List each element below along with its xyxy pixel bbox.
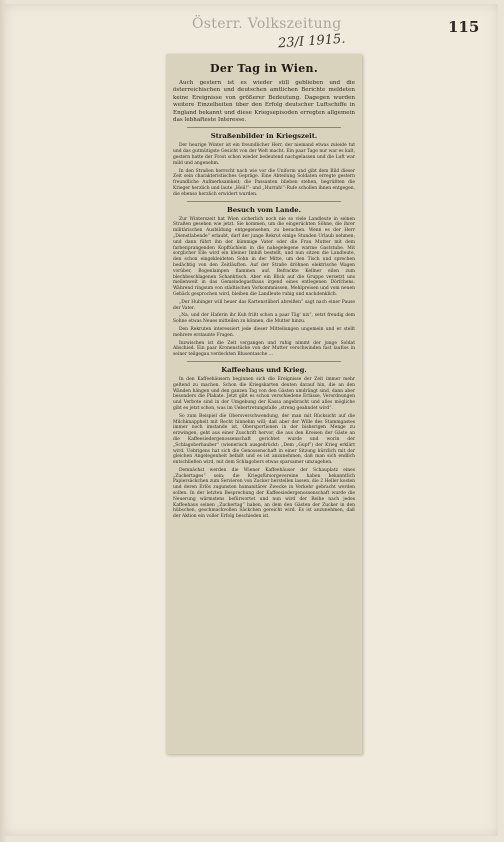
divider xyxy=(187,201,341,202)
paragraph: „Der Hubinger will heuer das Kartenstüberl abreißen“ sagt nach einer Pause der Vater. xyxy=(173,299,355,311)
newspaper-name-stamp: Österr. Volkszeitung xyxy=(192,16,342,32)
article-lead: Auch gestern ist es wieder still geblieben und die österreichischen und deutschen amtlichen Berichte meldeten keine Ereignisse von größerer Bedeutung. Dagegen wurden weitere Einzelheiten über den Erfolg deutscher Luftschiffe in England bekannt und diese Kriegsepisoden erregten allgemein das lebhafteste Interesse. xyxy=(173,80,355,124)
paragraph: Demnächst werden die Wiener Kaffeehäuser der Schauplatz eines „Zuckertages“ sein; die Kriegsfürsorgevereine haben bekanntlich Papiersäckchen zum Servieren von Zucker herstellen lassen, die 2 Heller kosten und deren Erlös zugunsten humanitärer Zwecke in Verkehr gebracht werden sollen. In der letzten Besprechung der Kaffeesiedergenossenschaft wurde die Neuerung wärmstens befürwortet und nun wird der Reihe nach jedes Kaffeehaus seinen „Zuckertag“ haben, an dem den Gästen der Zucker in den hübschen, geschmackvollen Säckchen gereicht wird. Es ist anzunehmen, daß der Aktion ein voller Erfolg beschieden ist. xyxy=(173,467,355,520)
paragraph: In den Kaffeehäusern beginnen sich die Ereignisse der Zeit immer mehr geltend zu machen. Schon die Kriegskarten deuten darauf hin, die an den Wänden hängen und den ganzen Tag von den Gästen umdrängt sind, dann aber besonders die Plakate. Jetzt gibt es schon verschiedene Erlässe, Verordnungen und Verbote sind in der Umgebung der Kassa angebracht und alles mögliche gibt es jetzt schon, was im Uebertretungsfalle „streng geahndet wird“. xyxy=(173,376,355,411)
handwritten-date: 23/I 1915. xyxy=(277,31,346,52)
paragraph: Den Rekruten interessiert jede dieser Mitteilungen ungemein und er stellt mehrere erstaunte Fragen. xyxy=(173,326,355,338)
divider xyxy=(187,127,341,128)
paragraph: Zur Winterszeit hat Wien sicherlich noch nie so viele Landleute in seinen Straßen gesehen wie jetzt. Sie kommen, um die eingerückten Söhne, die ihrer militärischen Ausbildung entgegensehen, zu besuchen. Wenn es der Herr „Dienstlabende“ erlaubt, darf der junge Rekrut einige Stunden Urlaub nehmen; und dann führt ihn der kümmige Vater oder die Frau Mutter mit dem farbenprangenden Kopftüchlein in die nahegelegene warme Gaststube. Mit sorglicher Eile wird ein kleiner Imbiß bestellt, und nun sitzen die Landleute, den schon eingekleideten Sohn in der Mitte, um den Tisch und sprechen bedächtig von den Zeitläuften. Auf der Straße dröhnen elektrische Wagen vorüber, Bogenlampen flammen auf. Befrackte Kellner eilen zum blechbeschlagenen Schanktisch. Aber ein Blick auf die Gruppe versetzt uns meilenweit in das Gemeindegasthaus irgend eines entlegenen Dörfchens. Während ringsum von städtischen Vorkommnissen, Mehlpreisen und vom neuen Gebäck gesprochen wird, bleiben die Landleute ruhig und nachdenklich. xyxy=(173,216,355,297)
section-heading: Kaffeehaus und Krieg. xyxy=(221,365,307,374)
paragraph: „Na, und der Haferin ihr Kuh frißt schon a paar Täg' nix“, setzt freudig dem Sohne etwas Neues mitteilen zu können, die Mutter hinzu. xyxy=(173,313,355,325)
page-number: 115 xyxy=(448,18,480,36)
paragraph: Der heurige Winter ist ein freundlicher Herr, der niemand etwas zuleide tut und das gutmütigste Gesicht von der Welt macht. Ein paar Tage nur war es kalt, gestern hatte der Frost schon wieder bedeutend nachgelassen und die Luft war mild und angenehm. xyxy=(173,143,355,166)
section-heading: Straßenbilder in Kriegszeit. xyxy=(210,132,318,141)
section-heading: Besuch vom Lande. xyxy=(227,205,301,214)
newspaper-clipping xyxy=(166,54,362,754)
paragraph: In den Straßen herrscht nach wie vor die Uniform und gibt dem Bild dieser Zeit sein charakteristisches Gepräge. Eine Abteilung Soldaten erregte gestern freundliche Aufmerksamkeit; die Passanten blieben stehen, begrüßten die Krieger herzlich und laute „Heil!“- und „Hurrah!“-Rufe schollen ihnen entgegen, die ebenso herzlich erwidert wurden. xyxy=(173,168,356,197)
paragraph: So zum Beispiel die Obersverschwendung, der man mit Rücksicht auf die Milchknappheit mit Recht hinnehm will; daß aber der Wille des Stammgastes immer noch imstande ist, Obersportionen in der bisherigen Menge zu erzwingen, geht aus einer Zuschrift hervor, die aus den Kreisen der Gäste an die Kaffeesiedergenossenschaft gerichtet wurde und worin der „Schlagoberhauber“ (wienerisch ausgedrückt: „Dem „Gupf“) der Krieg erklärt wird. Uebrigens hat sich die Genossenschaft in einer Sitzung kürzlich mit der gleichen Angelegenheit befaßt und es ist anzunehmen, daß man sich endlich entschließen wird, mit dem Schlagobers etwas sparsamer umzugehen. xyxy=(173,413,355,466)
divider xyxy=(187,361,341,362)
paragraph: Inzwischen ist die Zeit vergangen und ruhig nimmt der junge Soldat Abschied. Ein paar Kronenstücke von der Mutter verschwinden fast lautlos in seiner teilgegau verdeckten Blusentasche ... xyxy=(173,340,355,358)
article-title: Der Tag in Wien. xyxy=(210,62,318,75)
